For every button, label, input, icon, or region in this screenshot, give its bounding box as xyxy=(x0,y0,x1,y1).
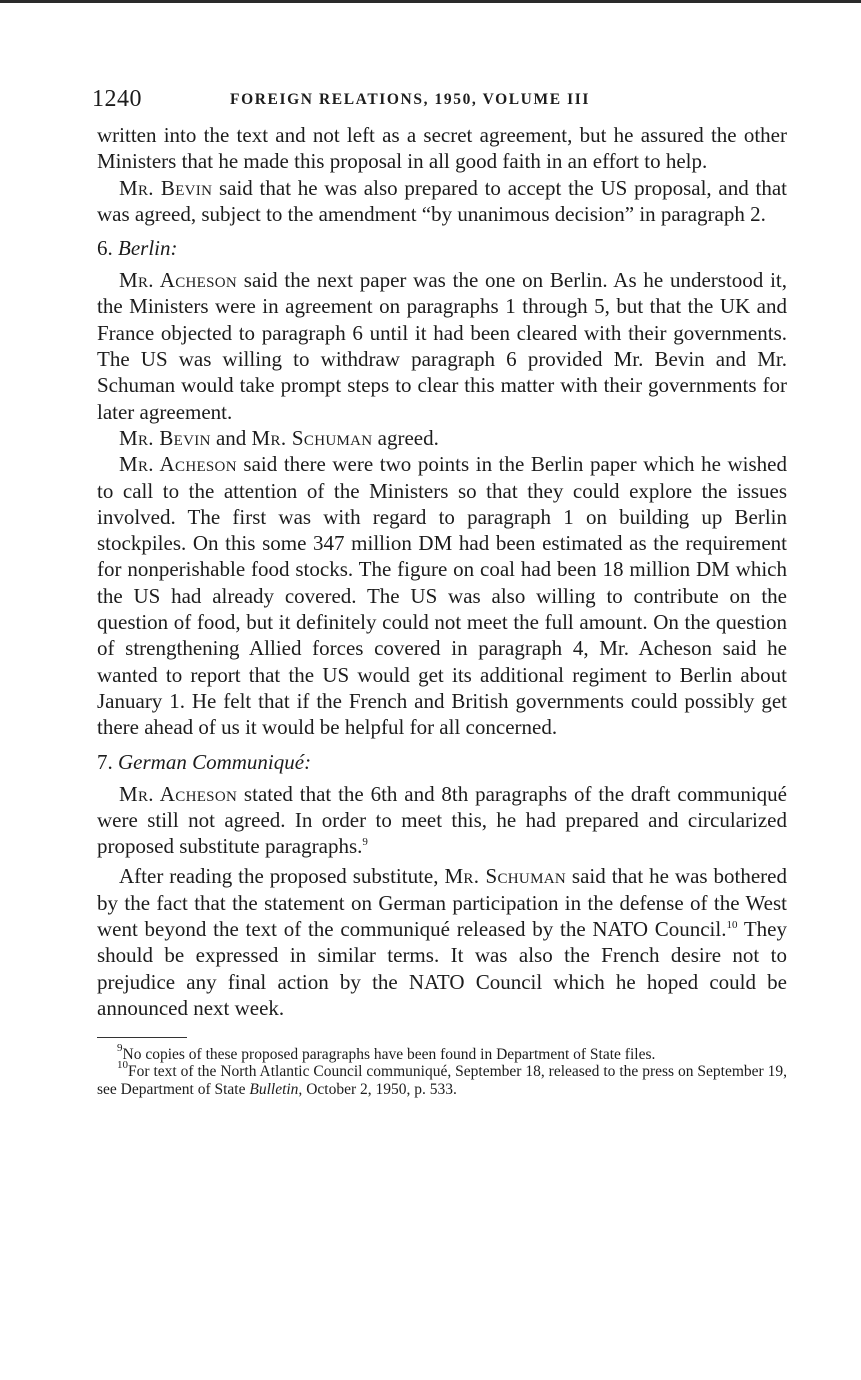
footnote-divider xyxy=(97,1037,187,1038)
footnotes xyxy=(97,1042,787,1098)
footnote-ref-9[interactable]: 9 xyxy=(362,836,368,849)
page-number: 1240 xyxy=(92,86,142,112)
paragraph-continuation: written into the text and not left as a secret agreement, but he assured the other Ministers that he made this proposal in all good faith in an effort to help. xyxy=(97,123,787,174)
speaker-name: Mr. Acheson xyxy=(119,268,238,293)
footnote-marker: 10 xyxy=(117,1059,128,1072)
section-number: 7. xyxy=(97,749,118,774)
body-text xyxy=(97,122,787,1021)
page-header xyxy=(92,86,787,122)
paragraph-bevin-accepts: Mr. Bevin said that he was also prepared to accept the US proposal, and that was agreed, subject to the amendment “by unanimous decision” in paragraph 2. xyxy=(97,175,787,226)
speaker-name: Mr. Bevin xyxy=(119,425,211,450)
footnote-9: $^9$No copies of these proposed paragraphs have been found in Department of State files. xyxy=(117,1042,656,1064)
running-head: FOREIGN RELATIONS, 1950, VOLUME III xyxy=(230,91,590,108)
speaker-name: Mr. Schuman xyxy=(251,425,373,450)
speaker-name: Mr. Acheson xyxy=(119,452,237,477)
section-heading-berlin xyxy=(97,235,787,261)
top-border-rule xyxy=(0,0,861,3)
paragraph-acheson-communique: Mr. Acheson stated that the 6th and 8th paragraphs of the draft communiqué were still not agreed. In order to meet this, he had prepared and circularized proposed substitute paragraphs.$^9$ xyxy=(97,781,787,859)
paragraph-acheson-berlin: Mr. Acheson said the next paper was the one on Berlin. As he understood it, the Ministers were in agreement on paragraphs 1 through 5, but that the UK and France objected to paragraph 6 until it had been cleared with their governments. The US was willing to withdraw paragraph 6 provided Mr. Bevin and Mr. Schuman would take prompt steps to clear this matter with their governments for later agreement. xyxy=(97,268,788,424)
speaker-name: Mr. Schuman xyxy=(444,864,566,889)
publication-title: Bulletin, xyxy=(249,1080,303,1098)
speaker-name: Mr. Acheson xyxy=(119,781,238,806)
section-heading-communique xyxy=(97,749,787,775)
footnote-10: $^{10}$For text of the North Atlantic Council communiqué, September 18, released to the press on September 19, see Department of State Bulletin, October 2, 1950, p. 533. xyxy=(97,1059,787,1098)
paragraph-acheson-stockpiles: Mr. Acheson said there were two points in the Berlin paper which he wished to call to the attention of the Ministers so that they could explore the issues involved. The first was with regard to paragraph 1 on building up Berlin stockpiles. On this some 347 million DM had been estimated as the requirement for nonperishable food stocks. The figure on coal had been 18 million DM which the US had already covered. The US was also willing to contribute on the question of food, but it definitely could not meet the full amount. On the question of strengthening Allied forces covered in paragraph 4, Mr. Acheson said he wanted to report that the US would get its additional regiment to Berlin about January 1. He felt that if the French and British governments could possibly get there ahead of us it would be helpful for all concerned. xyxy=(97,452,787,740)
section-title: German Communiqué: xyxy=(118,749,312,774)
paragraph-agreed: Mr. Bevin and Mr. Schuman agreed. xyxy=(119,425,439,450)
footnote-marker: 9 xyxy=(117,1042,123,1055)
footnote-ref-10[interactable]: 10 xyxy=(726,919,738,932)
paragraph-schuman-response: After reading the proposed substitute, Mr. Schuman said that he was bothered by the fact that the statement on German participation in the defense of the West went beyond the text of the communiqué released by the NATO Council.$^{10}$ They should be expressed in similar terms. It was also the French desire not to prejudice any final action by the NATO Council which he hoped could be announced next week. xyxy=(97,864,787,1020)
document-page xyxy=(92,86,788,1098)
section-title: Berlin: xyxy=(118,236,178,261)
section-number: 6. xyxy=(97,236,118,261)
speaker-name: Mr. Bevin xyxy=(119,175,213,200)
